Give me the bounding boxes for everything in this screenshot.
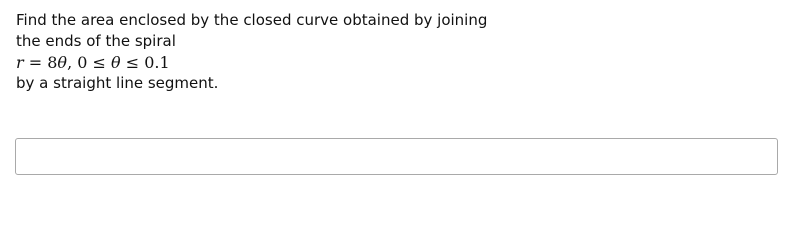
- question-line-4: by a straight line segment.: [16, 74, 219, 92]
- spiral-equation: [16, 52, 636, 73]
- equation-range-theta: θ: [111, 53, 121, 72]
- question-line-1: Find the area enclosed by the closed curve obtained by joining: [16, 11, 488, 29]
- question-text: [16, 10, 636, 94]
- equation-equals: = 8: [23, 53, 58, 72]
- equation-range-end: ≤ 0.1: [120, 53, 170, 72]
- equation-theta: θ: [57, 53, 68, 72]
- equation-variable-r: r: [16, 53, 24, 72]
- equation-range-start: , 0 ≤: [67, 53, 111, 72]
- question-line-2: the ends of the spiral: [16, 32, 176, 50]
- answer-input[interactable]: [15, 138, 778, 175]
